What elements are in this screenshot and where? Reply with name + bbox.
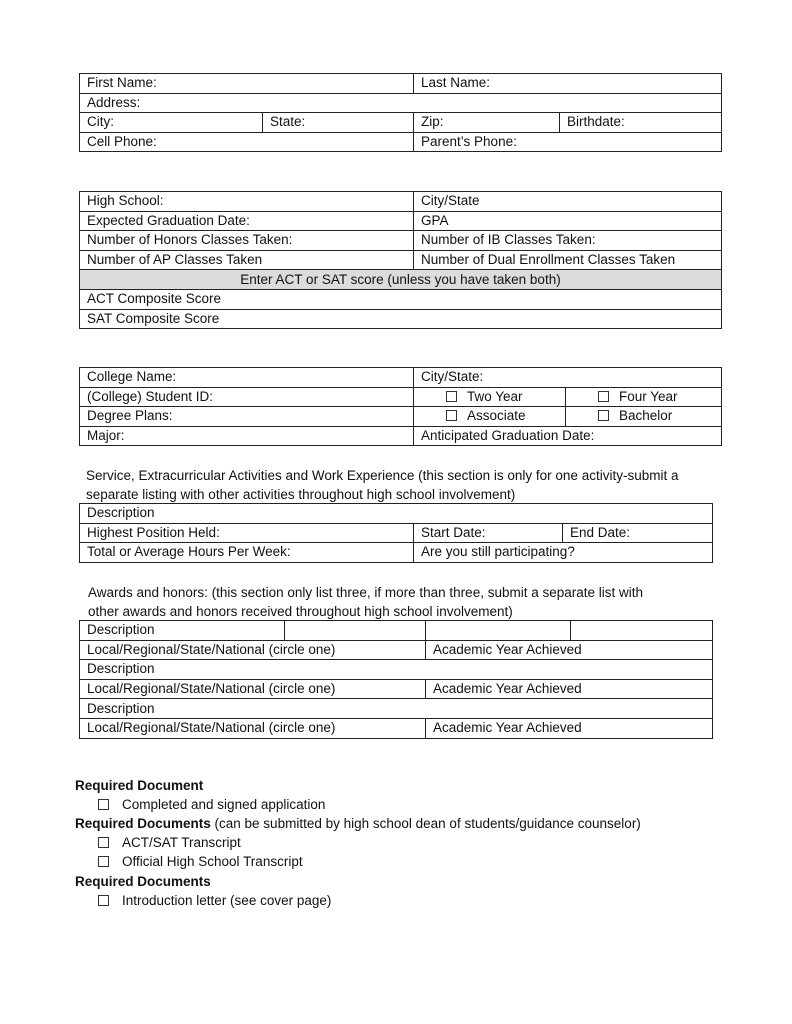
parent-phone-label: Parent’s Phone: [421, 134, 517, 150]
city-label: City: [87, 114, 114, 130]
hours-label: Total or Average Hours Per Week: [87, 544, 291, 560]
award1-level-label: Local/Regional/State/National (circle one) [87, 641, 336, 657]
award3-level-field[interactable] [80, 718, 426, 738]
required-heading-2 [75, 814, 641, 833]
dual-label: Number of Dual Enrollment Classes Taken [421, 252, 676, 268]
parent-phone-field[interactable] [414, 132, 722, 152]
award1-blank-1[interactable] [285, 621, 426, 641]
gpa-field[interactable] [414, 211, 722, 231]
awards-intro-line1: Awards and honors: (this section only list three, if more than three, submit a separate list with [88, 585, 644, 600]
zip-field[interactable] [414, 113, 560, 133]
address-field[interactable] [80, 93, 722, 113]
ib-label: Number of IB Classes Taken: [421, 232, 596, 248]
two-year-label: Two Year [467, 388, 523, 404]
still-participating-label: Are you still participating? [421, 544, 575, 560]
award1-blank-2[interactable] [426, 621, 571, 641]
bachelor-option[interactable] [566, 407, 722, 427]
four-year-option[interactable] [566, 387, 722, 407]
grad-date-field[interactable] [80, 211, 414, 231]
requirement-item-application[interactable] [98, 795, 325, 814]
ib-field[interactable] [414, 231, 722, 251]
first-name-field[interactable] [80, 74, 414, 94]
high-school-table [79, 191, 722, 329]
award1-description-field[interactable] [80, 621, 285, 641]
student-id-label: (College) Student ID: [87, 388, 214, 404]
address-label: Address: [87, 94, 141, 110]
high-school-label: High School: [87, 193, 164, 209]
bachelor-label: Bachelor [619, 408, 673, 424]
award2-description-label: Description [87, 661, 155, 677]
still-participating-field[interactable] [414, 543, 713, 563]
major-field[interactable] [80, 426, 414, 446]
associate-checkbox[interactable] [446, 410, 457, 421]
award3-year-field[interactable] [426, 718, 713, 738]
birthdate-label: Birthdate: [567, 114, 625, 130]
start-date-label: Start Date: [421, 524, 486, 540]
state-field[interactable] [263, 113, 414, 133]
service-intro [86, 466, 678, 504]
last-name-field[interactable] [414, 74, 722, 94]
required-heading-2-text: Required Documents [75, 816, 211, 831]
dual-field[interactable] [414, 250, 722, 270]
award2-level-field[interactable] [80, 679, 426, 699]
award2-level-label: Local/Regional/State/National (circle one) [87, 681, 336, 697]
anticipated-grad-field[interactable] [414, 426, 722, 446]
required-heading-1 [75, 776, 203, 795]
required-heading-3-text: Required Documents [75, 874, 211, 889]
bachelor-checkbox[interactable] [598, 410, 609, 421]
award3-description-field[interactable] [80, 699, 713, 719]
position-field[interactable] [80, 523, 414, 543]
college-city-state-field[interactable] [414, 368, 722, 388]
service-description-label: Description [87, 505, 155, 521]
letter-label: Introduction letter (see cover page) [122, 893, 332, 908]
requirement-item-act-sat[interactable] [98, 833, 241, 852]
award1-year-label: Academic Year Achieved [433, 641, 582, 657]
service-table [79, 503, 713, 563]
end-date-field[interactable] [563, 523, 713, 543]
required-heading-3 [75, 872, 211, 891]
college-city-state-label: City/State: [421, 369, 484, 385]
award3-level-label: Local/Regional/State/National (circle one) [87, 720, 336, 736]
letter-checkbox[interactable] [98, 895, 109, 906]
service-intro-line2: separate listing with other activities throughout high school involvement) [86, 487, 516, 502]
awards-intro-line2: other awards and honors received throughout high school involvement) [88, 604, 513, 619]
major-label: Major: [87, 428, 125, 444]
score-header: Enter ACT or SAT score (unless you have taken both) [80, 270, 722, 290]
ap-field[interactable] [80, 250, 414, 270]
award1-level-field[interactable] [80, 640, 426, 660]
award1-year-field[interactable] [426, 640, 713, 660]
award2-description-field[interactable] [80, 660, 713, 680]
school-city-state-field[interactable] [414, 192, 722, 212]
end-date-label: End Date: [570, 524, 631, 540]
award1-blank-3[interactable] [571, 621, 713, 641]
act-sat-checkbox[interactable] [98, 837, 109, 848]
birthdate-field[interactable] [560, 113, 722, 133]
four-year-label: Four Year [619, 388, 678, 404]
requirement-item-letter[interactable] [98, 891, 331, 910]
gpa-label: GPA [421, 212, 449, 228]
award2-year-label: Academic Year Achieved [433, 681, 582, 697]
last-name-label: Last Name: [421, 75, 491, 91]
cell-phone-label: Cell Phone: [87, 134, 157, 150]
awards-intro [88, 583, 643, 621]
act-field[interactable] [80, 289, 722, 309]
cell-phone-field[interactable] [80, 132, 414, 152]
start-date-field[interactable] [414, 523, 563, 543]
degree-plans-field[interactable] [80, 407, 414, 427]
ap-label: Number of AP Classes Taken [87, 252, 263, 268]
award2-year-field[interactable] [426, 679, 713, 699]
school-city-state-label: City/State [421, 193, 480, 209]
act-label: ACT Composite Score [87, 291, 222, 307]
awards-table [79, 620, 713, 739]
award3-year-label: Academic Year Achieved [433, 720, 582, 736]
service-intro-line1: Service, Extracurricular Activities and Work Experience (this section is only for one activity-submit a [86, 468, 679, 483]
college-name-label: College Name: [87, 369, 177, 385]
requirement-item-transcript[interactable] [98, 852, 303, 871]
sat-label: SAT Composite Score [87, 310, 220, 326]
application-label: Completed and signed application [122, 797, 326, 812]
act-sat-label: ACT/SAT Transcript [122, 835, 241, 850]
anticipated-grad-label: Anticipated Graduation Date: [421, 428, 595, 444]
first-name-label: First Name: [87, 75, 157, 91]
honors-field[interactable] [80, 231, 414, 251]
student-id-field[interactable] [80, 387, 414, 407]
personal-info-table [79, 73, 722, 152]
required-heading-2-note: (can be submitted by high school dean of students/guidance counselor) [210, 816, 641, 831]
required-heading-1-text: Required Document [75, 778, 204, 793]
zip-label: Zip: [421, 114, 444, 130]
transcript-checkbox[interactable] [98, 856, 109, 867]
transcript-label: Official High School Transcript [122, 854, 303, 869]
application-checkbox[interactable] [98, 799, 109, 810]
award1-description-label: Description [87, 622, 155, 638]
service-description-field[interactable] [80, 504, 713, 524]
honors-label: Number of Honors Classes Taken: [87, 232, 293, 248]
grad-date-label: Expected Graduation Date: [87, 212, 250, 228]
two-year-checkbox[interactable] [446, 391, 457, 402]
associate-label: Associate [467, 408, 526, 424]
state-label: State: [270, 114, 306, 130]
two-year-option[interactable] [414, 387, 566, 407]
high-school-field[interactable] [80, 192, 414, 212]
associate-option[interactable] [414, 407, 566, 427]
college-table [79, 367, 722, 446]
four-year-checkbox[interactable] [598, 391, 609, 402]
degree-plans-label: Degree Plans: [87, 408, 173, 424]
award3-description-label: Description [87, 700, 155, 716]
college-name-field[interactable] [80, 368, 414, 388]
hours-field[interactable] [80, 543, 414, 563]
sat-field[interactable] [80, 309, 722, 329]
city-field[interactable] [80, 113, 263, 133]
position-label: Highest Position Held: [87, 524, 220, 540]
